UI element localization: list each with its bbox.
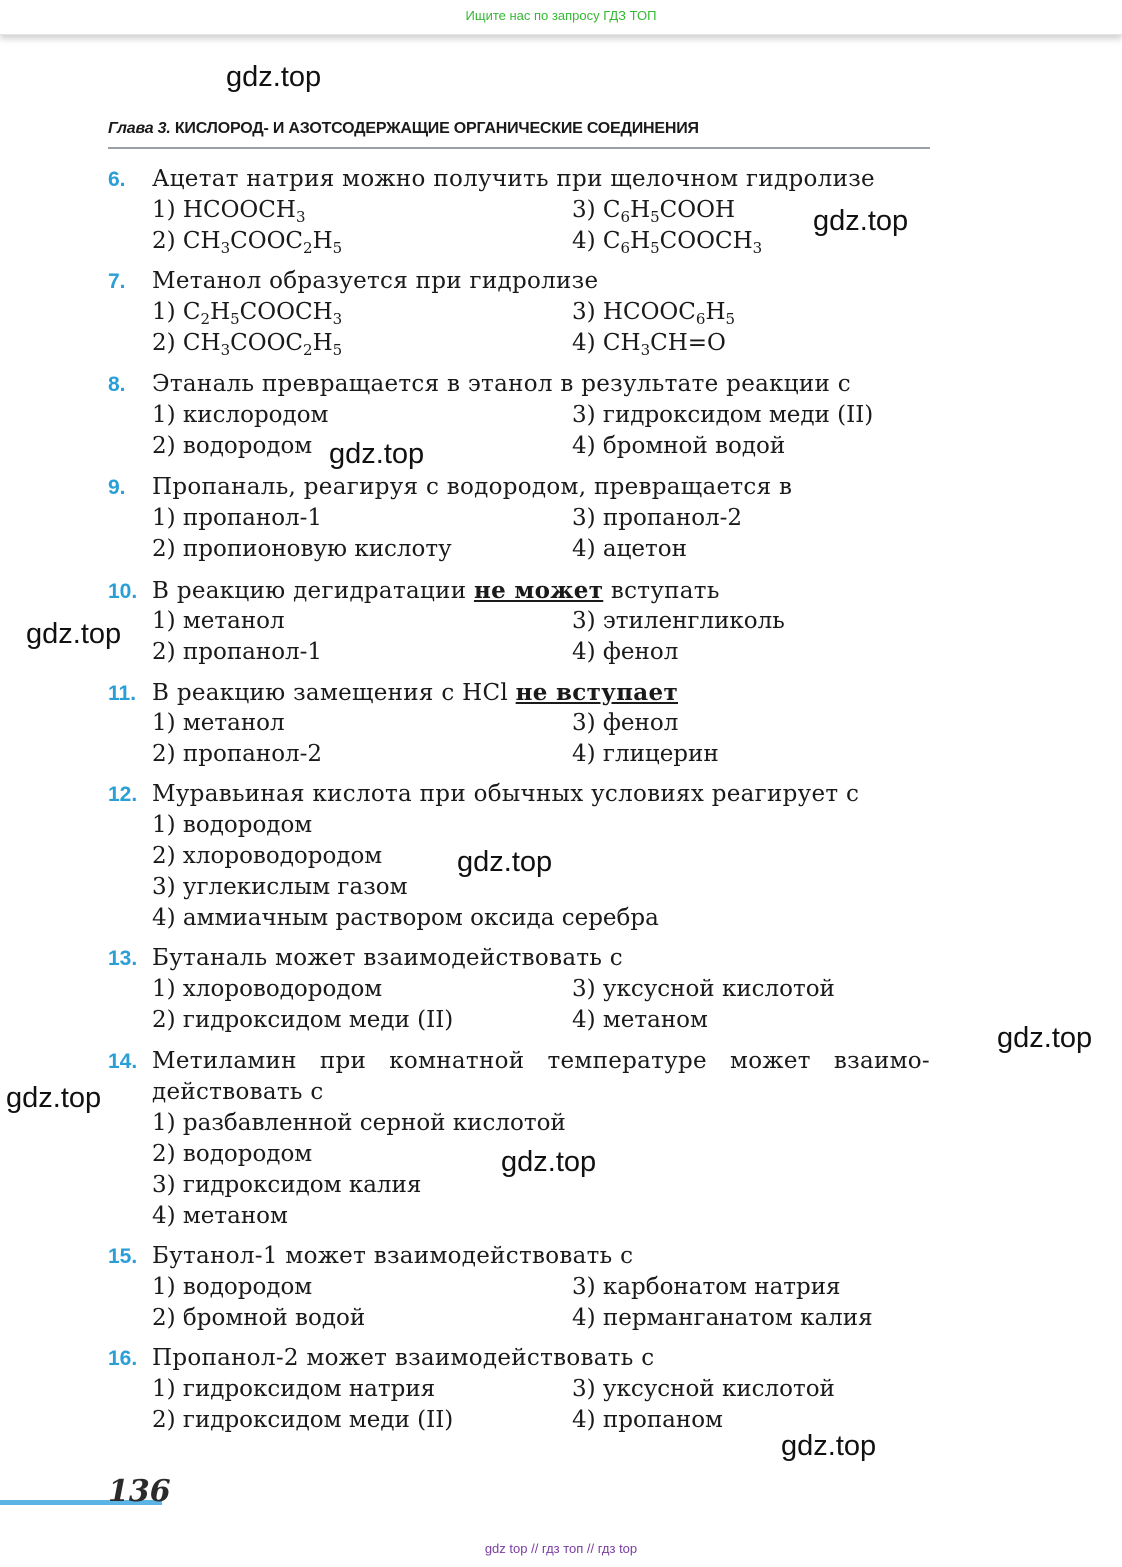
option-2: 2) водородом bbox=[152, 1141, 313, 1167]
question-text: Пропанол-2 может взаимодействовать с bbox=[152, 1345, 655, 1371]
watermark: gdz.top bbox=[26, 618, 122, 650]
option-2: 2) гидроксидом меди (II) bbox=[152, 1407, 454, 1433]
option-3: 3) этиленгликоль bbox=[572, 608, 785, 634]
question-emphasis: не может bbox=[473, 577, 604, 604]
question-14 bbox=[108, 1046, 938, 1232]
option-1: 1) пропанол-1 bbox=[152, 505, 323, 531]
option-3: 3) уксусной кислотой bbox=[572, 1376, 835, 1402]
option-2: 2) пропанол-2 bbox=[152, 741, 323, 767]
option-3: 3) гидроксидом меди (II) bbox=[572, 402, 874, 428]
question-text: Бутаналь может взаимодействовать с bbox=[152, 945, 623, 971]
question-13 bbox=[108, 943, 938, 1036]
page-number: 136 bbox=[108, 1474, 171, 1509]
option-4: 4) метаном bbox=[572, 1007, 708, 1033]
watermark: gdz.top bbox=[329, 438, 425, 470]
top-banner-text: Ищите нас по запросу ГДЗ ТОП bbox=[465, 8, 657, 23]
option-1: 1) метанол bbox=[152, 608, 285, 634]
question-number: 9. bbox=[108, 476, 126, 499]
question-text: В реакцию дегидратации не может вступать bbox=[152, 577, 720, 604]
option-4: 4) $C_6H_5COOCH_3$ bbox=[572, 228, 763, 257]
option-3: 3) фенол bbox=[572, 710, 679, 736]
option-1: 1) $C_2H_5COOCH_3$ bbox=[152, 299, 343, 328]
option-1: 1) гидроксидом натрия bbox=[152, 1376, 436, 1402]
option-2: 2) пропанол-1 bbox=[152, 639, 323, 665]
watermark: gdz.top bbox=[813, 205, 909, 237]
watermark: gdz.top bbox=[226, 61, 322, 93]
watermark: gdz.top bbox=[501, 1146, 597, 1178]
question-number: 16. bbox=[108, 1347, 138, 1370]
option-2: 2) $CH_3COOC_2H_5$ bbox=[152, 330, 343, 359]
question-number: 15. bbox=[108, 1245, 138, 1268]
option-1: 1) кислородом bbox=[152, 402, 329, 428]
option-4: 4) аммиачным раствором оксида серебра bbox=[152, 905, 659, 931]
option-3: 3) уксусной кислотой bbox=[572, 976, 835, 1002]
watermark: gdz.top bbox=[457, 846, 553, 878]
option-1: 1) водородом bbox=[152, 812, 313, 838]
question-10 bbox=[108, 575, 938, 668]
option-4: 4) глицерин bbox=[572, 741, 719, 767]
question-text: Метиламин при комнатной температуре может взаимо- bbox=[152, 1048, 930, 1074]
question-text: Этаналь превращается в этанол в результате реакции с bbox=[152, 371, 851, 397]
option-3: 3) карбонатом натрия bbox=[572, 1274, 841, 1300]
question-text: Метанол образуется при гидролизе bbox=[152, 268, 599, 294]
question-text: Пропаналь, реагируя с водородом, превращается в bbox=[152, 474, 793, 500]
question-text: Бутанол-1 может взаимодействовать с bbox=[152, 1243, 634, 1269]
option-2: 2) хлороводородом bbox=[152, 843, 383, 869]
watermark: gdz.top bbox=[997, 1022, 1093, 1054]
question-16 bbox=[108, 1343, 938, 1436]
option-2: 2) бромной водой bbox=[152, 1305, 366, 1331]
question-8 bbox=[108, 369, 938, 462]
watermark: gdz.top bbox=[781, 1430, 877, 1462]
question-number: 10. bbox=[108, 580, 138, 603]
question-number: 6. bbox=[108, 168, 126, 191]
option-4: 4) пропаном bbox=[572, 1407, 723, 1433]
question-number: 7. bbox=[108, 270, 126, 293]
question-text-continued: действовать с bbox=[152, 1079, 324, 1105]
question-text: В реакцию замещения с HCl не вступает bbox=[152, 679, 678, 706]
question-number: 8. bbox=[108, 373, 126, 396]
top-banner bbox=[0, 0, 1122, 35]
chapter-prefix: Глава 3. bbox=[108, 120, 171, 137]
question-15 bbox=[108, 1241, 938, 1334]
option-1: 1) метанол bbox=[152, 710, 285, 736]
chapter-header bbox=[108, 120, 930, 149]
option-4: 4) перманганатом калия bbox=[572, 1305, 873, 1331]
option-4: 4) ацетон bbox=[572, 536, 687, 562]
question-number: 13. bbox=[108, 947, 138, 970]
question-number: 11. bbox=[108, 682, 137, 705]
option-4: 4) метаном bbox=[152, 1203, 288, 1229]
watermark: gdz.top bbox=[6, 1082, 102, 1114]
question-emphasis: не вступает bbox=[515, 679, 678, 706]
option-1: 1) $HCOOCH_3$ bbox=[152, 197, 306, 226]
question-11 bbox=[108, 677, 938, 770]
option-2: 2) водородом bbox=[152, 433, 313, 459]
chapter-title: КИСЛОРОД- И АЗОТСОДЕРЖАЩИЕ ОРГАНИЧЕСКИЕ СОЕДИНЕНИЯ bbox=[174, 120, 699, 137]
question-text: Муравьиная кислота при обычных условиях реагирует с bbox=[152, 781, 860, 807]
question-text: Ацетат натрия можно получить при щелочном гидролизе bbox=[152, 166, 875, 192]
option-1: 1) водородом bbox=[152, 1274, 313, 1300]
option-2: 2) $CH_3COOC_2H_5$ bbox=[152, 228, 343, 257]
question-number: 14. bbox=[108, 1050, 138, 1073]
option-1: 1) хлороводородом bbox=[152, 976, 383, 1002]
option-4: 4) $CH_3CH=O$ bbox=[572, 330, 726, 359]
option-4: 4) фенол bbox=[572, 639, 679, 665]
question-number: 12. bbox=[108, 783, 138, 806]
option-2: 2) гидроксидом меди (II) bbox=[152, 1007, 454, 1033]
option-1: 1) разбавленной серной кислотой bbox=[152, 1110, 566, 1136]
option-3: 3) $HCOOC_6H_5$ bbox=[572, 299, 736, 328]
option-2: 2) пропионовую кислоту bbox=[152, 536, 452, 562]
question-7 bbox=[108, 266, 938, 359]
question-9 bbox=[108, 472, 938, 565]
footer-links: gdz top // гдз топ // гдз top bbox=[484, 1541, 638, 1556]
option-3: 3) пропанол-2 bbox=[572, 505, 743, 531]
option-3: 3) гидроксидом калия bbox=[152, 1172, 422, 1198]
option-4: 4) бромной водой bbox=[572, 433, 786, 459]
option-3: 3) углекислым газом bbox=[152, 874, 408, 900]
option-3: 3) $C_6H_5COOH$ bbox=[572, 197, 736, 226]
